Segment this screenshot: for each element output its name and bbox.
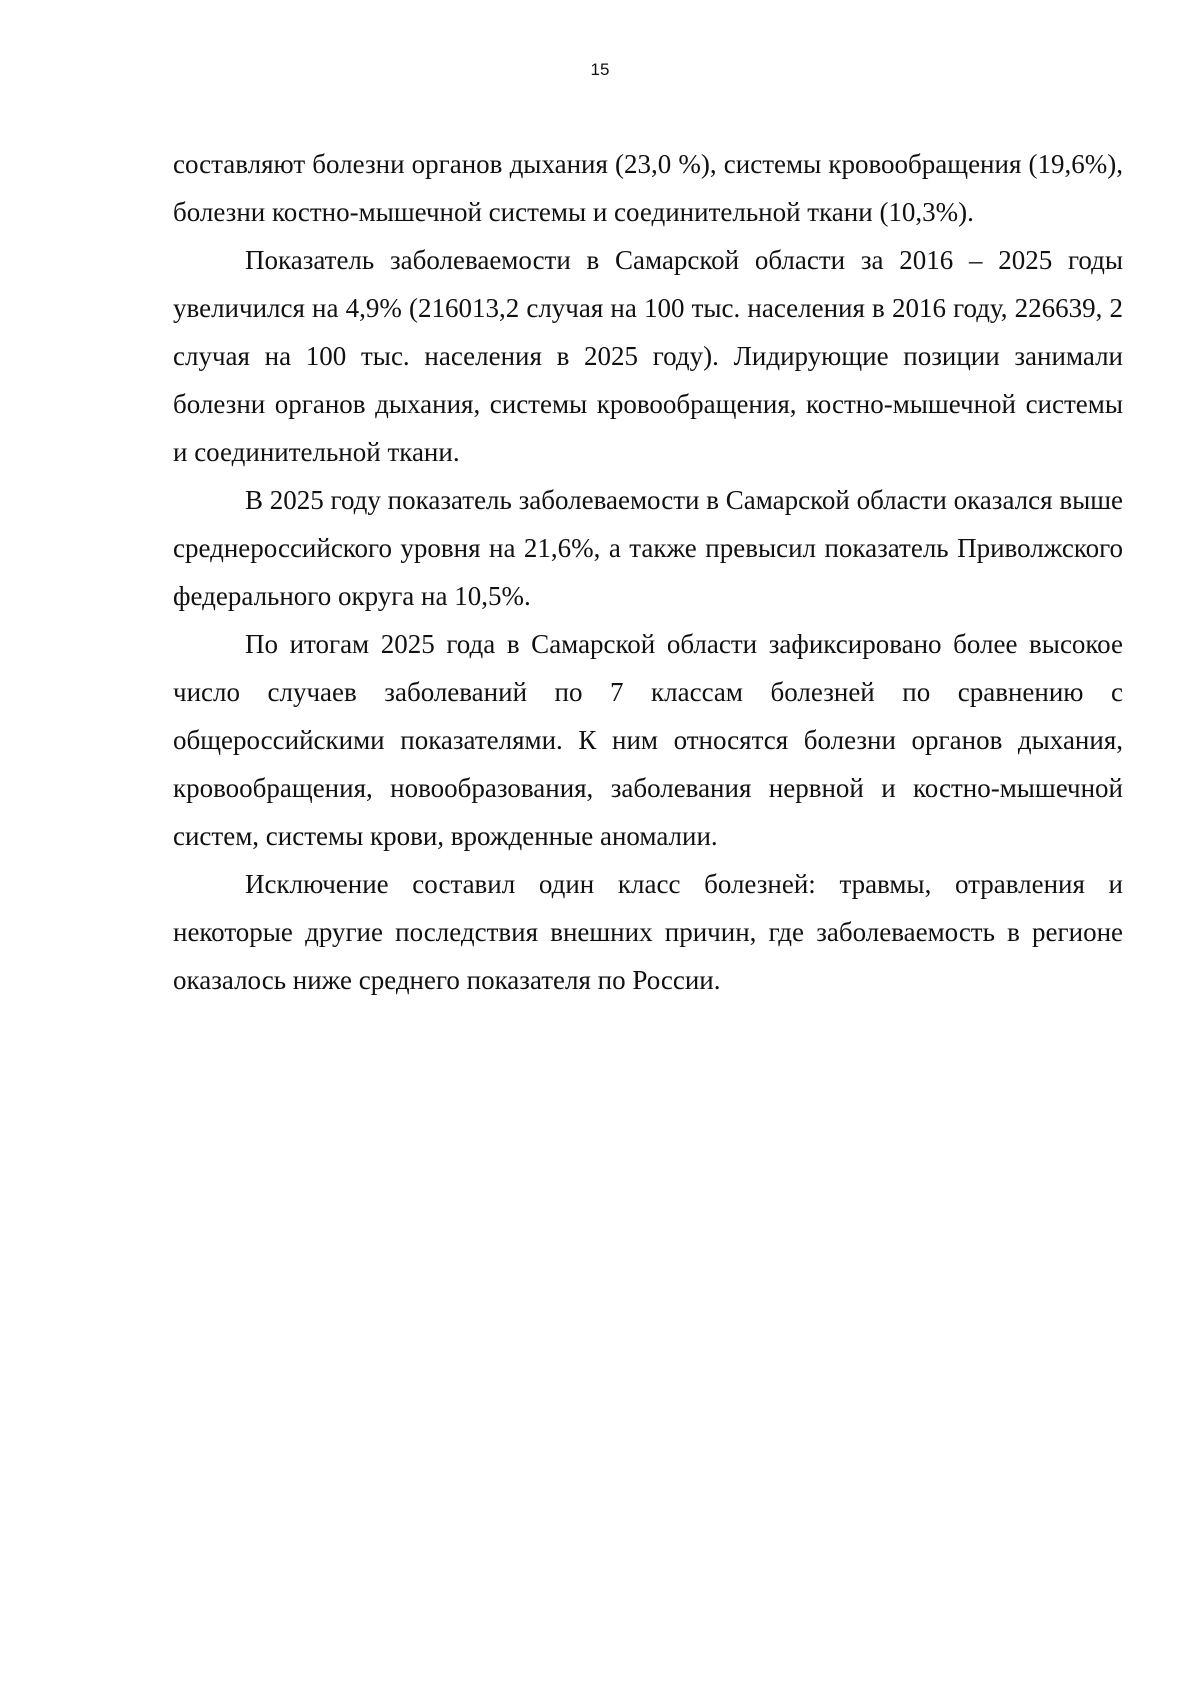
- page-number: 15: [590, 60, 610, 79]
- paragraph-3: В 2025 году показатель заболеваемости в Самарской области оказался выше среднероссийского уровня на 21,6%, а также превысил показатель Приволжского федерального округа на 10,5%.: [173, 485, 1123, 611]
- paragraph-2: Показатель заболеваемости в Самарской области за 2016 – 2025 годы увеличился на 4,9% (216013,2 случая на 100 тыс. населения в 2016 году, 226639, 2 случая на 100 тыс. населения в 2025 году). Лидирующие позиции занимали болезни органов дыхания, системы кровообращения, костно-мышечной системы и соединительной ткани.: [173, 245, 1123, 467]
- paragraph-5: Исключение составил один класс болезней: травмы, отравления и некоторые другие последствия внешних причин, где заболеваемость в регионе оказалось ниже среднего показателя по России.: [173, 869, 1123, 995]
- paragraph-1: составляют болезни органов дыхания (23,0 %), системы кровообращения (19,6%), болезни костно-мышечной системы и соединительной ткани (10,3%).: [173, 149, 1123, 227]
- document-body: [173, 140, 1123, 1004]
- paragraph-4: По итогам 2025 года в Самарской области зафиксировано более высокое число случаев заболеваний по 7 классам болезней по сравнению с общероссийскими показателями. К ним относятся болезни органов дыхания, кровообращения, новообразования, заболевания нервной и костно-мышечной систем, системы крови, врожденные аномалии.: [173, 629, 1123, 851]
